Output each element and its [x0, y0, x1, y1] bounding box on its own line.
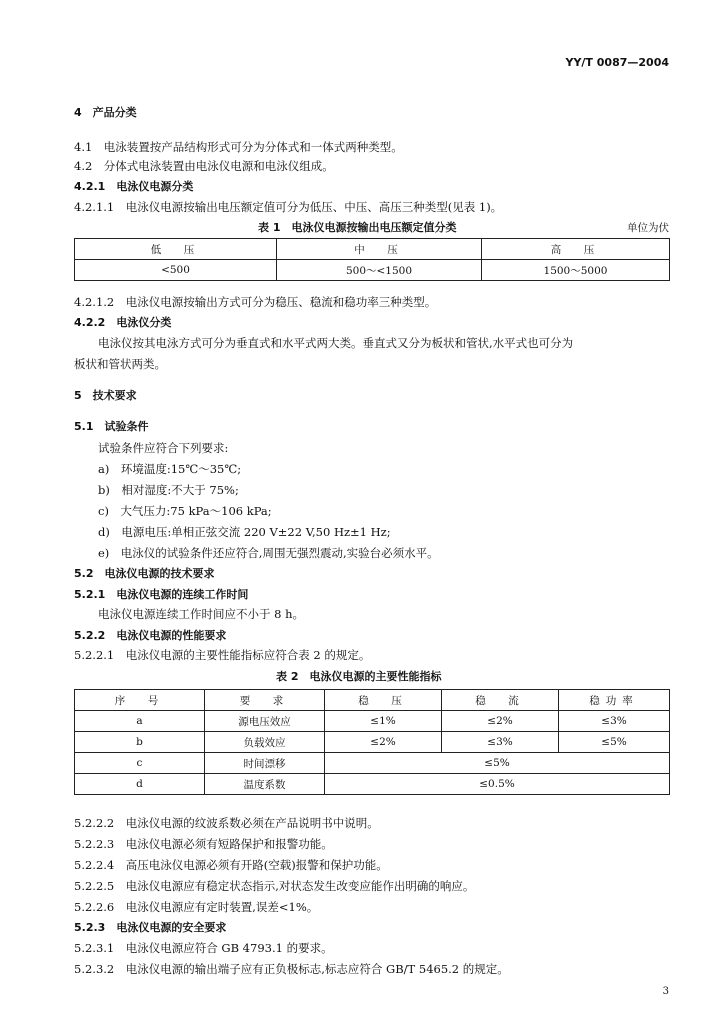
para-5-2-2-6: 5.2.2.6 电泳仪电源应有定时装置,误差<1%。 — [74, 900, 319, 914]
para-4-1: 4.1 电泳装置按产品结构形式可分为分体式和一体式两种类型。 — [74, 140, 403, 154]
table-row — [75, 753, 670, 774]
page-number: 3 — [662, 986, 669, 997]
para-4-2-2-line1: 电泳仪按其电泳方式可分为垂直式和水平式两大类。垂直式又分为板状和管状,水平式也可分为 — [98, 336, 574, 350]
condition-item: d) 电源电压:单相正弦交流 220 V±22 V,50 Hz±1 Hz; — [98, 525, 391, 539]
table1-unit: 单位为伏 — [627, 222, 669, 234]
table2-merged-cell: ≤0.5% — [325, 774, 670, 795]
table-row — [75, 711, 670, 732]
heading-5-1: 5.1 试验条件 — [74, 420, 149, 433]
condition-item: b) 相对湿度:不大于 75%; — [98, 483, 239, 497]
table2-header: 序 号 — [75, 690, 205, 711]
table2-cell: ≤3% — [559, 711, 670, 732]
section-5-heading: 5 技术要求 — [74, 389, 137, 402]
para-4-2-1-1: 4.2.1.1 电泳仪电源按输出电压额定值可分为低压、中压、高压三种类型(见表 1)。 — [74, 200, 503, 214]
table2-cell: 时间漂移 — [205, 753, 325, 774]
table2-cell: ≤2% — [442, 711, 559, 732]
table1-cell: 1500～5000 — [482, 260, 670, 281]
table1 — [74, 238, 670, 281]
heading-5-2: 5.2 电泳仪电源的技术要求 — [74, 567, 215, 580]
table2-cell: d — [75, 774, 205, 795]
table2 — [74, 689, 670, 795]
standard-number: YY/T 0087—2004 — [565, 56, 669, 69]
condition-item: e) 电泳仪的试验条件还应符合,周围无强烈震动,实验台必须水平。 — [98, 546, 439, 560]
table2-cell: 温度系数 — [205, 774, 325, 795]
table2-cell: ≤3% — [442, 732, 559, 753]
table1-header: 低 压 — [75, 239, 277, 260]
table-row — [75, 774, 670, 795]
table2-header: 稳功率 — [559, 690, 670, 711]
table1-cell: 500～<1500 — [277, 260, 482, 281]
para-5-2-3-2: 5.2.3.2 电泳仪电源的输出端子应有正负极标志,标志应符合 GB/T 5465.2 的规定。 — [74, 962, 509, 976]
section-4-heading: 4 产品分类 — [74, 106, 137, 119]
table2-header: 要 求 — [205, 690, 325, 711]
heading-5-2-2: 5.2.2 电泳仪电源的性能要求 — [74, 629, 227, 642]
para-5-2-2-3: 5.2.2.3 电泳仪电源必须有短路保护和报警功能。 — [74, 837, 333, 851]
table2-header: 稳 压 — [325, 690, 442, 711]
table2-cell: ≤1% — [325, 711, 442, 732]
heading-4-2-2: 4.2.2 电泳仪分类 — [74, 316, 172, 329]
para-5-2-2-4: 5.2.2.4 高压电泳仪电源必须有开路(空载)报警和保护功能。 — [74, 858, 388, 872]
table-row — [75, 732, 670, 753]
table2-header: 稳 流 — [442, 690, 559, 711]
para-5-2-2-1: 5.2.2.1 电泳仪电源的主要性能指标应符合表 2 的规定。 — [74, 648, 371, 662]
table1-cell: <500 — [75, 260, 277, 281]
table2-cell: 负载效应 — [205, 732, 325, 753]
para-4-2-1-2: 4.2.1.2 电泳仪电源按输出方式可分为稳压、稳流和稳功率三种类型。 — [74, 295, 437, 309]
table1-header: 中 压 — [277, 239, 482, 260]
heading-4-2-1: 4.2.1 电泳仪电源分类 — [74, 180, 194, 193]
para-5-1-intro: 试验条件应符合下列要求: — [98, 441, 229, 455]
table1-header: 高 压 — [482, 239, 670, 260]
condition-item: a) 环境温度:15℃～35℃; — [98, 462, 242, 476]
table1-title: 表 1 电泳仪电源按输出电压额定值分类 — [258, 221, 457, 234]
para-5-2-3-1: 5.2.3.1 电泳仪电源应符合 GB 4793.1 的要求。 — [74, 941, 333, 955]
para-5-2-2-2: 5.2.2.2 电泳仪电源的纹波系数必须在产品说明书中说明。 — [74, 816, 379, 830]
table2-cell: ≤2% — [325, 732, 442, 753]
para-5-2-1: 电泳仪电源连续工作时间应不小于 8 h。 — [98, 607, 305, 621]
para-4-2: 4.2 分体式电泳装置由电泳仪电源和电泳仪组成。 — [74, 159, 334, 173]
table2-cell: c — [75, 753, 205, 774]
condition-item: c) 大气压力:75 kPa～106 kPa; — [98, 504, 272, 518]
table2-cell: b — [75, 732, 205, 753]
para-5-2-2-5: 5.2.2.5 电泳仪电源应有稳定状态指示,对状态发生改变应能作出明确的响应。 — [74, 879, 475, 893]
table2-merged-cell: ≤5% — [325, 753, 670, 774]
para-4-2-2-line2: 板状和管状两类。 — [74, 357, 166, 371]
table2-title: 表 2 电泳仪电源的主要性能指标 — [276, 670, 442, 683]
table2-cell: ≤5% — [559, 732, 670, 753]
heading-5-2-3: 5.2.3 电泳仪电源的安全要求 — [74, 921, 227, 934]
table2-cell: a — [75, 711, 205, 732]
table2-cell: 源电压效应 — [205, 711, 325, 732]
heading-5-2-1: 5.2.1 电泳仪电源的连续工作时间 — [74, 588, 249, 601]
